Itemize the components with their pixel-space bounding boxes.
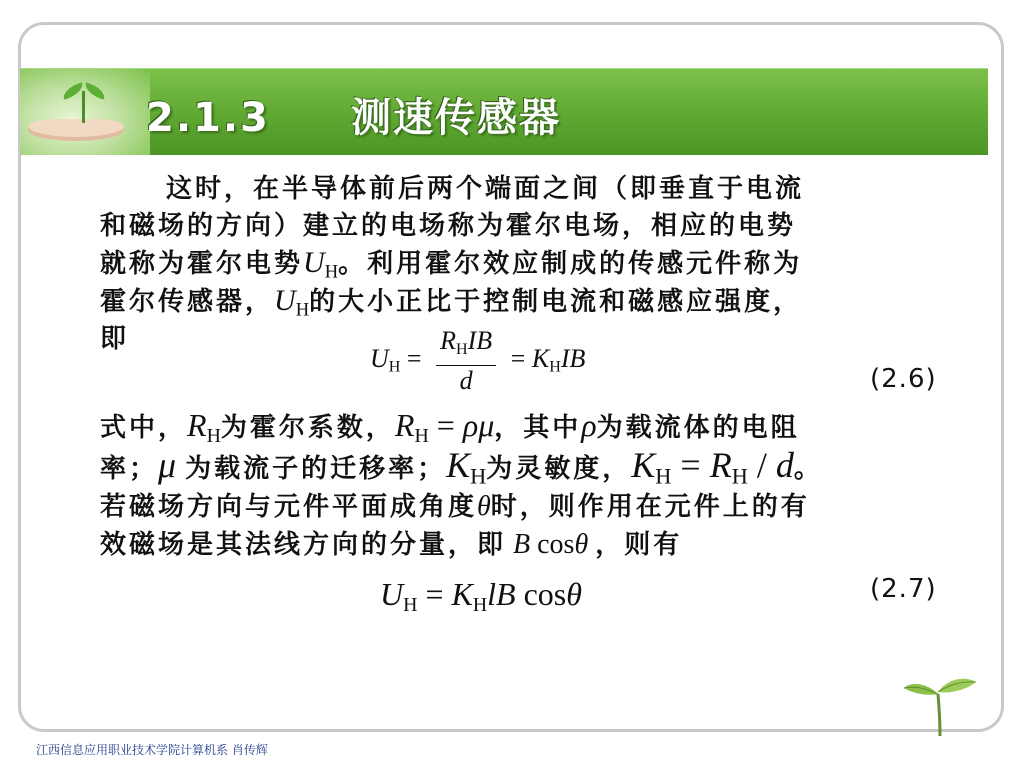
para1-line4-b: 的大小正比于控制电流和磁感应强度， [309,287,803,317]
para2-line4 [100,526,950,564]
para1-line1: 这时，在半导体前后两个端面之间（即垂直于电流 [166,174,805,204]
para2-line2-d: 。 [793,454,823,484]
sprout-icon [900,668,980,738]
eq26-rhs-sub: H [549,358,561,376]
eq26-num-rest: IB [467,326,493,355]
eq26-lhs-var: U [370,343,389,373]
section-title: 测速传感器 [351,95,561,141]
inline-b-cos-theta: B cosθ [513,529,589,560]
eq26-lhs-sub: H [388,358,401,376]
para1-line2: 和磁场的方向）建立的电场称为霍尔电场，相应的电势 [100,211,797,241]
inline-uh-2: $U_H$ [274,284,310,321]
eq26-fraction [436,326,496,396]
eq26-num-sub: H [455,340,468,358]
equation-number-2-7: (2.7) [870,574,937,604]
hands-sprout-logo [20,69,150,155]
para2-line2-a: 率； [100,454,159,484]
para2-line1-b: 为霍尔系数， [220,413,395,443]
inline-rho: ρ [581,407,597,443]
slide-title [146,86,561,143]
section-number: 2.1.3 [146,95,270,141]
hands-shape [28,119,124,141]
inline-rh: $R_H$ [187,407,221,447]
eq26-rhs-var: K [531,343,550,373]
inline-mu: μ [158,445,177,485]
footer-text: 江西信息应用职业技术学院计算机系 肖传辉 [36,743,268,757]
sprout-leaf-right [83,82,107,99]
inline-theta: θ [477,491,491,522]
equation-2-7: $U_H = K_HlB$ cosθ [380,576,582,616]
para2-line3 [100,488,950,526]
para2-line1-c: ，其中 [494,413,582,443]
eq26-den: d [459,365,473,395]
para2-line4-a: 效磁场是其法线方向的分量，即 [100,530,507,560]
eq26-rhs-rest: IB [560,343,586,373]
inline-kh: $K_H$ [446,445,487,489]
sprout-stem [82,91,85,123]
eq26-num-var: R [440,326,456,355]
para2-line4-b: ，则有 [595,530,683,560]
para2-line1-a: 式中， [100,413,188,443]
equation-2-6: $U_H$ = $\frac{R_HIB}{d}$ = $K_HIB$ [370,326,586,395]
para1-line4-a: 霍尔传感器， [100,287,275,317]
para2-line3-b: 时，则作用在元件上的有 [490,492,810,522]
para2-line2-c: 为灵敏度， [486,454,632,484]
para1-line5: 即 [100,324,130,354]
para1-line3-b: 。利用霍尔效应制成的传感元件称为 [338,249,803,279]
para2-line2-b: 为载流子的迁移率； [185,454,447,484]
inline-kh-eq-rh-d: $K_H = R_H / d$ [631,445,794,489]
equation-number-2-6: (2.6) [870,364,937,394]
para1-line3-a: 就称为霍尔电势 [100,249,304,279]
inline-rh-eq-rho-mu: $R_H = \rho\mu$ [394,407,495,447]
inline-uh: $U_H$ [303,246,339,283]
para2-line3-a: 若磁场方向与元件平面成角度 [100,492,478,522]
para2-line1-d: 为载流体的电阻 [596,413,800,443]
